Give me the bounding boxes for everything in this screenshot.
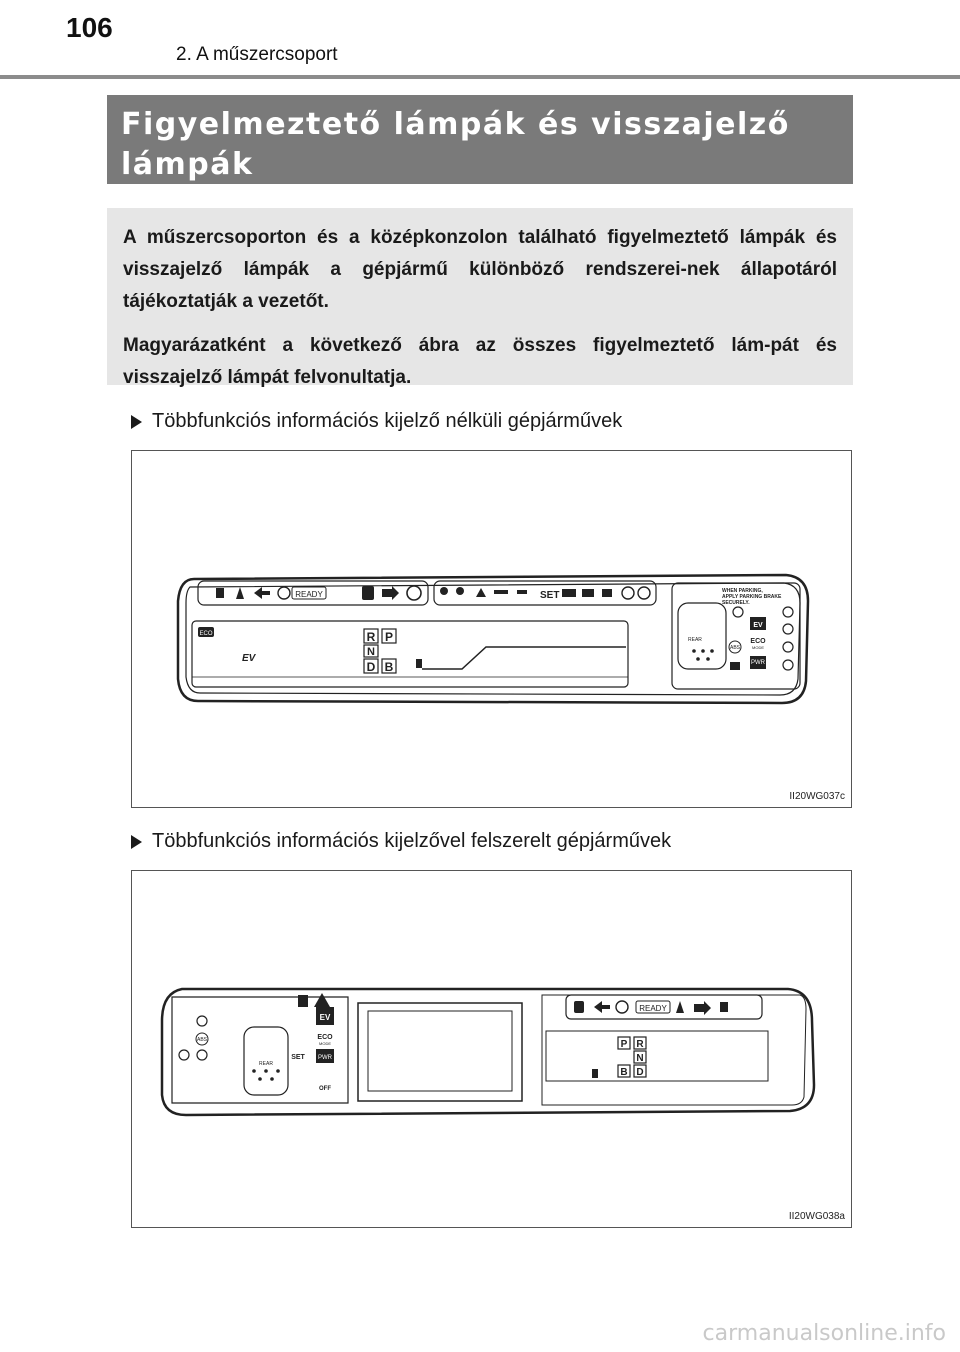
figure-2-caption: Többfunkciós információs kijelzővel felszerelt gépjárművek [152, 830, 672, 852]
gear-p-label-2: P [620, 1039, 628, 1050]
gear-b-label-2: B [620, 1067, 628, 1078]
abs-indicator-label-2: ABS [196, 1037, 208, 1043]
chapter-title: 2. A műszercsoport [176, 44, 338, 65]
figure-1 [131, 450, 852, 808]
instrument-panel-diagram-1 [132, 451, 850, 806]
gear-d-label-2: D [636, 1067, 644, 1078]
instrument-panel-diagram-2 [132, 871, 850, 1226]
ev-mode-label-2: EV [319, 1013, 331, 1022]
pwr-mode-label: PWR [751, 660, 765, 666]
set-indicator-label-2: SET [291, 1054, 305, 1061]
pwr-mode-label-2: PWR [318, 1055, 332, 1061]
ready-indicator-label: READY [295, 590, 323, 599]
figure-1-code: II20WG037c [789, 791, 845, 802]
section-title-line-1: Figyelmeztető lámpák és visszajelző [121, 107, 790, 142]
abs-indicator-label: ABS [729, 645, 741, 651]
ready-indicator-label-2: READY [639, 1004, 667, 1013]
rear-seatbelt-label-2: REAR [259, 1061, 273, 1067]
eco-mode-sub-label: MODE [752, 645, 764, 650]
eco-mode-label-2: ECO [317, 1034, 333, 1041]
bullet-arrow-icon [131, 835, 142, 849]
parking-note-line-3: SECURELY. [722, 600, 750, 606]
gear-b-label: B [384, 660, 394, 674]
figure-1-caption: Többfunkciós információs kijelző nélküli gépjárművek [152, 410, 623, 432]
header-divider [0, 75, 960, 79]
parking-note-line-2: APPLY PARKING BRAKE [722, 594, 782, 600]
figure-2 [131, 870, 852, 1228]
gear-n-label: N [367, 646, 375, 658]
page-number: 106 [66, 12, 113, 43]
intro-paragraph-1: A műszercsoporton és a középkonzolon található figyelmeztető lámpák és visszajelző lámpák a gépjármű különböző rendszerei-nek állapotáról tájékoztatják a vezetőt. [123, 227, 837, 312]
parking-note-line-1: WHEN PARKING, [722, 588, 763, 594]
gear-d-label: D [366, 660, 376, 674]
eco-mode-sub-label-2: MODE [319, 1041, 331, 1046]
figure-2-caption-line [131, 830, 671, 853]
section-title-line-2: lámpák [121, 147, 254, 182]
ev-mode-label: EV [753, 622, 763, 629]
ev-indicator-label: EV [242, 653, 256, 664]
intro-paragraph-2: Magyarázatként a következő ábra az összes figyelmeztető lám-pát és visszajelző lámpát felvonultatja. [123, 335, 837, 388]
eco-mode-label: ECO [750, 638, 766, 645]
bullet-arrow-icon [131, 415, 142, 429]
gear-r-label: R [366, 630, 376, 644]
rear-seatbelt-label: REAR [688, 637, 702, 643]
eco-indicator-label: ECO [199, 631, 213, 637]
gear-p-label: P [384, 630, 394, 644]
off-indicator-label: OFF [319, 1086, 331, 1092]
watermark: carmanualsonline.info [702, 1321, 946, 1346]
gear-r-label-2: R [636, 1039, 644, 1050]
figure-1-caption-line [131, 410, 622, 433]
gear-n-label-2: N [636, 1053, 644, 1064]
section-banner [107, 95, 853, 184]
set-indicator-label: SET [540, 590, 560, 601]
intro-box [107, 208, 853, 388]
figure-2-code: II20WG038a [788, 1211, 845, 1222]
